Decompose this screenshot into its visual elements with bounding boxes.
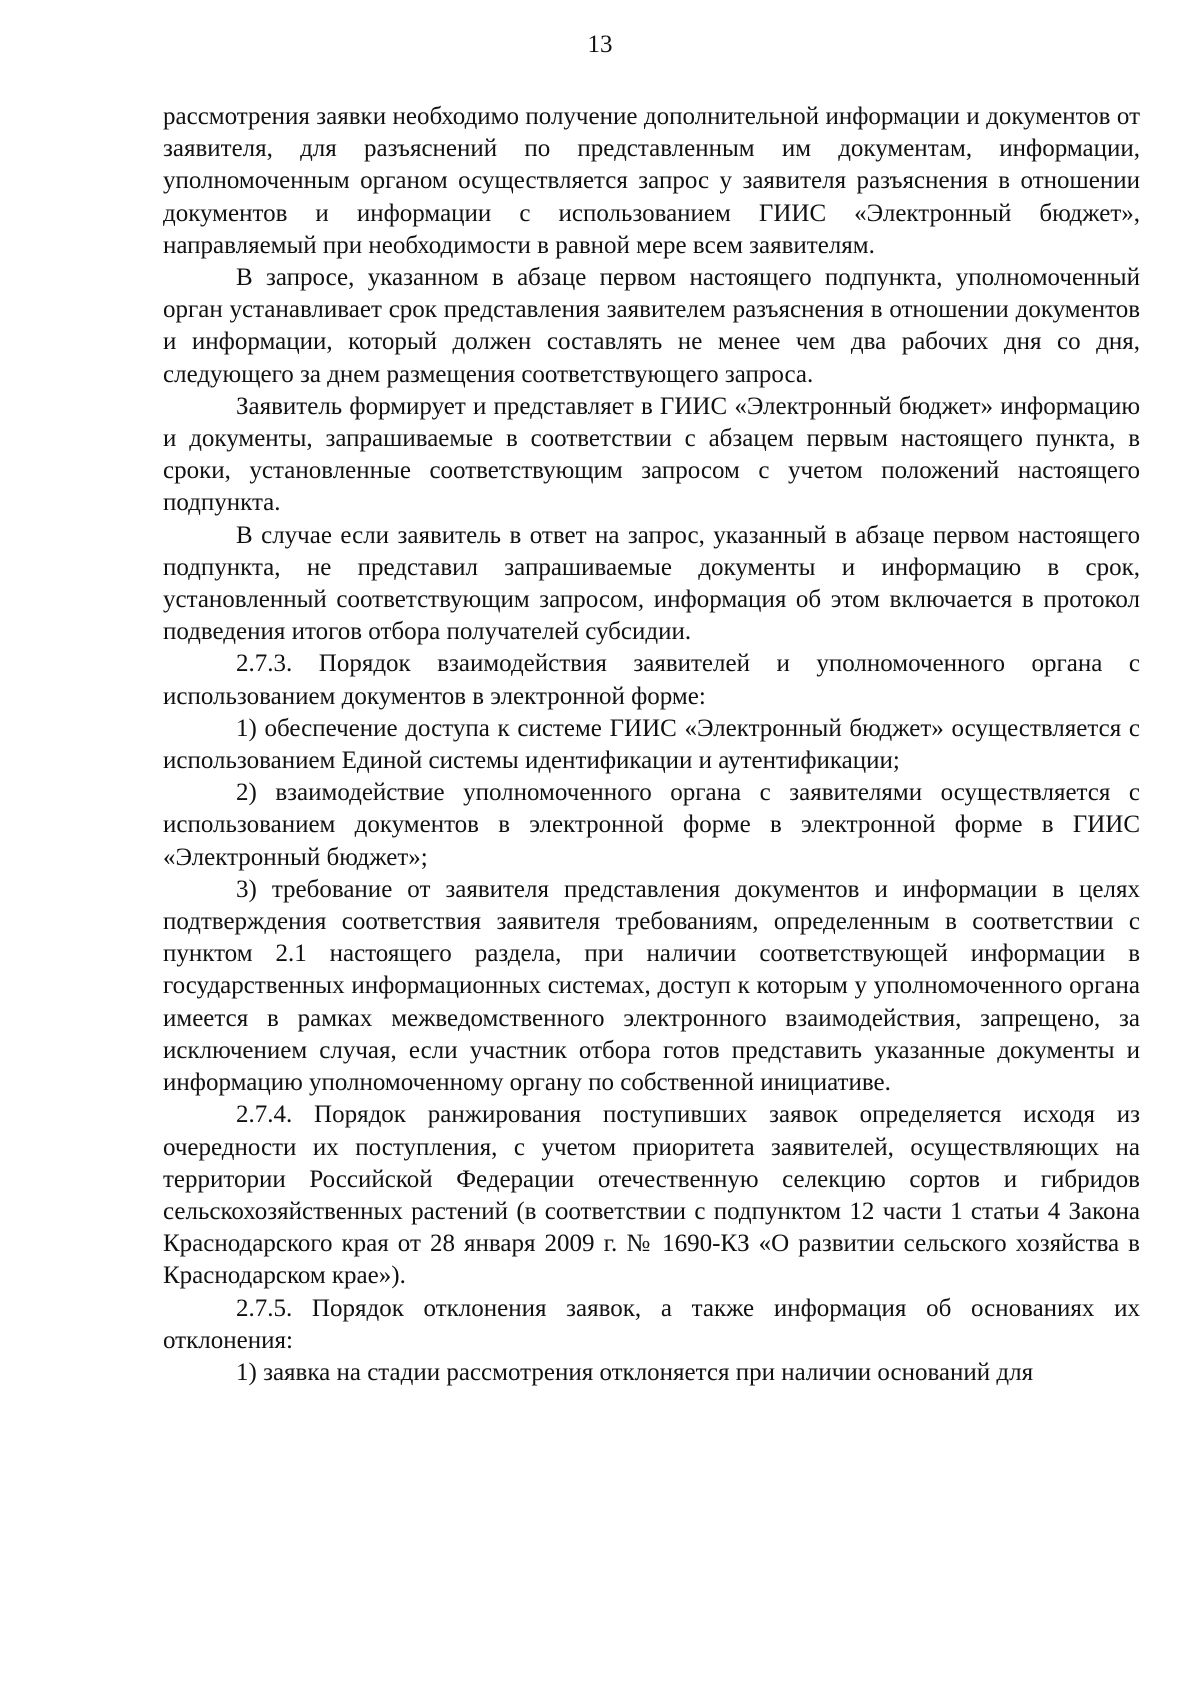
list-item-2-interaction: 2) взаимодействие уполномоченного органа с заявителями осуществляется с использованием документов в электронной форме в электронной форме в ГИИС «Электронный бюджет»; — [163, 779, 1140, 871]
paragraph-no-response: В случае если заявитель в ответ на запрос, указанный в абзаце первом настоящего подпункта, не представил запрашиваемые документы и информацию в срок, установленный соответствующим запросом, информация об этом включается в протокол подведения итогов отбора получателей субсидии. — [163, 521, 1140, 646]
paragraph-section-2-7-3: 2.7.3. Порядок взаимодействия заявителей и уполномоченного органа с использованием документов в электронной форме: — [163, 650, 1140, 710]
page-number: 13 — [587, 31, 613, 58]
paragraph-applicant-submits: Заявитель формирует и представляет в ГИИС «Электронный бюджет» информацию и документы, запрашиваемые в соответствии с абзацем первым настоящего пункта, в сроки, установленные соответствующим запросом с учетом положений настоящего подпункта. — [163, 392, 1140, 517]
document-body — [163, 101, 1140, 1389]
paragraph-request-deadline: В запросе, указанном в абзаце первом настоящего подпункта, уполномоченный орган устанавливает срок представления заявителем разъяснения в отношении документов и информации, который должен составлять не менее чем два рабочих дня со дня, следующего за днем размещения соответствующего запроса. — [163, 264, 1140, 388]
paragraph-section-2-7-5: 2.7.5. Порядок отклонения заявок, а также информация об основаниях их отклонения: — [163, 1294, 1140, 1354]
paragraph-continuation: рассмотрения заявки необходимо получение дополнительной информации и документов от заявителя, для разъяснений по представленным им документам, информации, уполномоченным органом осуществляется запрос у заявителя разъяснения в отношении документов и информации с использованием ГИИС «Электронный бюджет», направляемый при необходимости в равной мере всем заявителям. — [163, 103, 1140, 259]
list-item-1-rejection: 1) заявка на стадии рассмотрения отклоняется при наличии оснований для — [236, 1358, 1034, 1386]
paragraph-section-2-7-4: 2.7.4. Порядок ранжирования поступивших заявок определяется исходя из очередности их поступления, с учетом приоритета заявителей, осуществляющих на территории Российской Федерации отечественную селекцию сортов и гибридов сельскохозяйственных растений (в соответствии с подпунктом 12 части 1 статьи 4 Закона Краснодарского края от 28 января 2009 г. № 1690-КЗ «О развитии сельского хозяйства в Краснодарском крае»). — [163, 1101, 1140, 1290]
list-item-3-requirements: 3) требование от заявителя представления документов и информации в целях подтверждения соответствия заявителя требованиям, определенным в соответствии с пунктом 2.1 настоящего раздела, при наличии соответствующей информации в государственных информационных системах, доступ к которым у уполномоченного органа имеется в рамках межведомственного электронного взаимодействия, запрещено, за исключением случая, если участник отбора готов представить указанные документы и информацию уполномоченному органу по собственной инициативе. — [163, 875, 1140, 1097]
list-item-1-access: 1) обеспечение доступа к системе ГИИС «Электронный бюджет» осуществляется с использованием Единой системы идентификации и аутентификации; — [163, 714, 1140, 775]
